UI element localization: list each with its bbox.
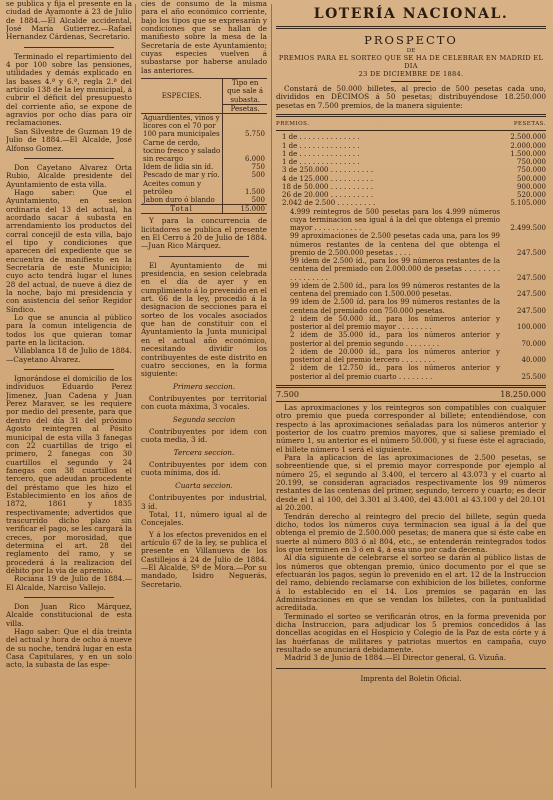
prize-amount: 247.500	[517, 306, 546, 315]
table-row	[141, 139, 267, 164]
table-row	[141, 163, 267, 171]
prize-description: 1 de . . . . . . . . . . . . . .	[282, 149, 360, 158]
section-text: Contribuyentes por territorial con cuota máxima, 3 vocales.	[141, 393, 267, 412]
pesetas-header: PESETAS.	[513, 121, 546, 128]
notice-rociana-signature: Rociana 19 de Julio de 1884.—El Alcalde, Narciso Vallejo.	[6, 574, 132, 592]
prizes-total	[276, 391, 546, 399]
prize-amount: 25.500	[521, 372, 546, 381]
prize-row	[276, 298, 546, 315]
table-total-row	[141, 205, 267, 214]
prize-row	[276, 175, 546, 183]
prize-description: 18 de 50.000 . . . . . . . . . .	[282, 182, 373, 191]
prize-description: 2 idem de 35.000 íd., para los números anterior y posterior al del premio segundo . . . . . . . .	[290, 331, 500, 348]
prize-amount: 100.000	[517, 323, 546, 332]
loteria-listas: Al día siguiente de celebrarse el sorteo se darán al público listas de los números que obtengan premio, único documento por el que se efectuarán los pagos, según lo prevenido en el art. 12 de la Instruccion del ramo, debiendo reclamarse con exhibicion de los billetes, conforme á lo establecido en el 14. Los premios se pagarán en las Administraciones en que se vendan los billetes, con la puntualidad acreditada.	[276, 553, 546, 613]
prize-row	[276, 282, 546, 299]
premios-header: PREMIOS.	[276, 121, 310, 128]
section-heading: Cuarta seccion.	[175, 480, 233, 490]
prize-description: 2 idem de 12.750 íd., para los números anterior y posterior al del premio cuarto . . . . . . . .	[290, 364, 500, 381]
notice-cerro-signature: Y para la concurrencia de licitadores se publica el presente en El Cerro á 20 de Julio de 1884.—Juan Rico Márquez.	[141, 216, 267, 251]
especie-value: 500	[223, 171, 267, 179]
notice-cerro-body: Hago saber: Que el día treinta del actual y hora de ocho á nueve de su noche, tendrá lugar en esta Casa Capitulares, y en un solo acto, la subasta de las espe-	[6, 627, 132, 670]
loteria-aplicacion: Para la aplicacion de las aproximaciones de 2.500 pesetas, se sobreentiende que, si el premio mayor corresponde por ejemplo al número 25, el segundo al 3.400, el tercero al 43.073 y el cuarto al 20.199, se consideran agraciados respectivamente los 99 números restantes de las centenas del primer, segundo, tercero y cuarto; es decir desde el 1 al 100, del 3.301 al 3.400, del 43.001 al 43.100 y del 20.101 al 20.200.	[276, 453, 546, 513]
prize-row	[276, 331, 546, 348]
loteria-aproximaciones: Las aproximaciones y los reintegros son compatibles con cualquier otro premio que pueda corresponder al billete; entendiéndose, con respecto á las aproximaciones señaladas para los números anterior y posterior de los cuatro premios mayores, que si saliese premiado el número 1, su anterior es el número 50.000, y si fuese éste el agraciado, el billete número 1 será el siguiente.	[276, 403, 546, 454]
loteria-signature: Madrid 3 de Junio de 1884.—El Director general, G. Vizuña.	[284, 653, 507, 663]
notice-ayamonte: se publica y fija el presente en la ciudad de Ayamonte á 23 de Julio de 1884.—El Alcalde accidental, José María Gutierrez.—Rafael Hernandez Cárdenas, Secretario.	[6, 0, 132, 42]
especies-header: ESPECIES.	[141, 79, 223, 114]
date-caption: 23 DE DICIEMBRE DE 1884.	[358, 70, 464, 78]
loteria-sorteos: Terminado el sorteo se verificarán otros, en la forma prevenida por dicha Instruccion, para adjudicar los 5 premios concedidos á las doncellas acogidas en el Hospicio y Colegio de la Paz de esta córte y á las huérfanas de militares y patriotas muertos en campaña, cuyo resultado se anunciará debidamente.	[276, 611, 546, 654]
prize-row	[276, 348, 546, 365]
prize-row	[276, 183, 546, 191]
loteria-intro: Constará de 50.000 billetes, al precio de 500 pesetas cada uno, divididos en DÉCIMOS á 50 pesetas; distribuyéndose 18.250.000 pesetas en 7.500 premios, de la manera siguiente:	[276, 84, 546, 110]
prize-amount: 900.000	[517, 182, 546, 191]
notice-rociana-body: Ignorándose el domicilio de los individuos Eduardo Perez Jimenez, Juan Cadena y Juan Perez Maraver, se les requiere por medio del presente, para que dentro del día 31 del próximo Agosto reintegren al Pósito municipal de esta villa 3 fanegas con 22 cuartillas de trigo el primero, 2 fanegas con 30 cuartillos el segundo y 24 fanegas con 38 cuartillos el tercero, que adeudan procedente del préstamo que les hizo el Establecimiento en los años de 1872, 1861 y 1835 respectivamente; advertidos que trascurrido dicho plazo sin verificar el pago, se les cargará la creces, por morosidad, que determina el art. 28 del reglamento del ramo, y se procederá á la realizacion del débito por la via de apremio.	[6, 374, 132, 575]
separator	[24, 597, 114, 598]
especie-item: Carne de cerdo, tocino fresco y salado sin recargo	[143, 138, 221, 163]
table-row	[141, 113, 267, 138]
prize-row	[276, 208, 546, 233]
especie-value: 1.500	[223, 180, 267, 196]
prize-amount: 70.000	[521, 339, 546, 348]
de-label: DE	[406, 48, 416, 54]
prize-description: 1 de . . . . . . . . . . . . . .	[282, 158, 360, 167]
prize-description: 99 idem de 2.500 íd. para los 99 números restantes de la centena del premiado con 750.000 pesetas.	[290, 298, 500, 315]
column-rule	[271, 4, 272, 788]
prize-row	[276, 191, 546, 199]
prize-description: 2.042 de 2.500 . . . . . . . . .	[282, 199, 376, 208]
prize-description: 1 de . . . . . . . . . . . . . .	[282, 133, 360, 142]
prospecto-heading: PROSPECTO	[364, 33, 458, 47]
notice-villablanca-body: Hago saber: Que el Ayuntamiento, en sesion ordinaria del 13 del actual, ha acordado sacar á subasta en arrendamiento los productos del corral concejil de esta villa, bajo el tipo y condiciones que aparecen del expediente que se encuentra de manifiesto en la Secretaría de este Municipio; cuyo acto tendrá lugar el lunes 28 del actual, de nueve á diez de la noche, bajo mi presidencia y con asistencia del señor Regidor Síndico.	[6, 187, 132, 314]
column-right-loteria	[276, 0, 546, 800]
imprenta-footer: Imprenta del Boletin Oficial.	[360, 674, 462, 683]
notice-cerro-continued: cies de consumo de la misma para el año económico corriente, bajo los tipos que se expresarán y condiciones que se hallan de manifiesto sobre la mesa de la Secretaría de este Ayuntamiento; cuyas especies vuelven á subastarse por haberse anulado las anteriores.	[141, 0, 267, 75]
prize-amount: 1.500.000	[510, 149, 546, 158]
especie-item: Idem de lidia sin íd.	[143, 163, 214, 172]
prize-row	[276, 315, 546, 332]
loteria-reintegro: Tendrán derecho al reintegro del precio del billete, según queda dicho, todos los números cuya terminacion sea igual á la del que obtenga el premio de 2.500.000 pesetas; de manera que si éste cabe en suerte al número 803 ó al 804, etc., se entenderán reintegrados todos los que terminen en 3 ó en 4, á esa uno por cada decena.	[276, 511, 546, 554]
total-label: Total	[141, 205, 223, 214]
prizes-header-row	[276, 120, 546, 128]
prize-description: 99 idem de 2.500 íd., para los 99 números restantes de la centena del premiado con 2.000.000 de pesetas . . . . . . . . . . . . . . . . .	[290, 257, 500, 282]
prize-description: 2 idem de 20.000 íd., para los números anterior y posterior al del premio tercero . . . . . . . .	[290, 347, 500, 365]
header-rule	[276, 130, 546, 131]
notice-villablanca-announce: Lo que se anuncia al público para la comun inteligencia de todos los que quieran tomar parte en la licitacion.	[6, 313, 132, 348]
especie-item: Aceites comun y petróleo	[143, 179, 202, 196]
prize-row	[276, 232, 546, 257]
notice-junta-signature: Y á los efectos prevenidos en el artículo 67 de la ley, se publica el presente en Villanueva de los Castillejos á 24 de Julio de 1884.—El Alcalde, Sº de Mora.—Por su mandado, Isidro Neguerás, Secretario.	[141, 529, 267, 589]
especie-item: Pescado de mar y río.	[143, 171, 220, 180]
prize-amount: 2.499.500	[510, 224, 546, 233]
prize-amount: 2.000.000	[510, 141, 546, 150]
separator	[24, 369, 114, 370]
prize-description: 2 idem de 50.000 íd., para los números anterior y posterior al del premio mayor . . . . . . . .	[290, 314, 500, 332]
prize-row	[276, 158, 546, 166]
footer-rule	[276, 668, 546, 669]
section-heading: Segunda seccion	[172, 414, 236, 424]
prize-amount: 247.500	[517, 273, 546, 282]
prize-amount: 2.500.000	[510, 133, 546, 142]
notice-villablanca-heading: Don Cayetano Alvarez Orta Rubio, Alcalde presidente del Ayuntamiento de esta villa.	[6, 162, 132, 189]
notice-junta-body: El Ayuntamiento de mi presidencia, en sesion celebrada en el día de ayer y en cumplimiento á lo prevenido en el art. 66 de la ley, procedió á la designacion de secciones para el sorteo de los vocales asociados que han de constituir con el Ayuntamiento la Junta municipal en el actual año económico, necesitando dividir los contribuyentes de este distrito en cuatro secciones, en la forma siguiente:	[141, 260, 267, 379]
prize-row	[276, 150, 546, 158]
prize-row	[276, 142, 546, 150]
total-bottom-rule	[276, 401, 546, 402]
total-pesetas: 18.250.000	[500, 389, 546, 399]
section-total: Total, 11, número igual al de Concejales.	[141, 509, 267, 528]
section-text: Contribuyentes por idem con cuota media, 3 íd.	[141, 427, 267, 445]
notice-repartimiento: Terminado el repartimiento del 4 por 100 sobre las pensiones, utilidades y demás explicado en las bases 4.ª y 6.ª, regla 2.ª del artículo 138 de la ley municipal, á cubrir el déficit del presupuesto del corriente año, se expone de agravios por ocho días para oir reclamaciones.	[6, 51, 132, 128]
prize-row	[276, 364, 546, 381]
premios-caption: PREMIOS PARA EL SORTEO QUE SE HA DE CELEBRAR EN MADRID EL DIA	[278, 54, 544, 70]
notice-repartimiento-signature: San Silvestre de Guzman 19 de Julio de 1884.—El Alcalde, José Alfonso Gomez.	[6, 126, 132, 153]
column-left	[6, 0, 132, 800]
section-text: Contribuyentes por idem con cuota mínima, dos íd.	[141, 460, 267, 478]
table-row	[141, 196, 267, 205]
prize-description: 99 idem de 2.500 íd., para los 99 números restantes de la centena del premiado con 1.500.000 pesetas.	[290, 281, 500, 299]
prize-amount: 500.000	[517, 174, 546, 183]
prize-row	[276, 133, 546, 141]
prize-row	[276, 166, 546, 174]
short-rule	[391, 81, 431, 82]
prize-row	[276, 199, 546, 207]
tipo-header: Tipo en que sale á subasta.	[223, 79, 267, 105]
table-top-rule	[276, 114, 546, 117]
section-text: Contribuyentes por industrial, 3 íd.	[141, 493, 267, 511]
prize-amount: 247.500	[517, 290, 546, 299]
especie-value: 6.000	[223, 139, 267, 164]
prize-amount: 247.500	[517, 248, 546, 257]
prizes-table	[276, 120, 546, 128]
total-value: 15.000	[223, 205, 267, 214]
prize-amount: 520.000	[517, 191, 546, 200]
especie-item: Jabon duro ó blando	[143, 195, 215, 204]
prizes-total-row	[276, 391, 546, 399]
prize-description: 99 aproximaciones de 2.500 pesetas cada una, para los 99 números restantes de la centena del que obtenga el premio de 2.500.000 pesetas . . . .	[290, 232, 500, 257]
column-middle	[141, 0, 267, 800]
prize-amount: 750.000	[517, 166, 546, 175]
pesetas-header: Pesetas.	[223, 104, 267, 113]
total-rule	[276, 385, 546, 388]
prize-description: 3 de 250.000 . . . . . . . . . .	[282, 166, 373, 175]
especie-value: 5.750	[223, 113, 267, 138]
prize-rows	[276, 133, 546, 381]
table-row	[141, 171, 267, 179]
especies-table	[141, 78, 267, 214]
prize-amount: 750.000	[517, 158, 546, 167]
prize-description: 4 de 125.000 . . . . . . . . . .	[282, 174, 373, 183]
loteria-title: LOTERÍA NACIONAL.	[313, 6, 509, 22]
section-heading: Primera seccion.	[172, 381, 236, 391]
total-premios: 7.500	[276, 389, 299, 399]
especie-value: 750	[223, 163, 267, 171]
section-heading: Tercera seccion.	[173, 447, 235, 457]
prize-description: 1 de . . . . . . . . . . . . . .	[282, 141, 360, 150]
separator	[24, 158, 114, 159]
title-rule	[276, 26, 546, 29]
prize-amount: 40.000	[521, 356, 546, 365]
separator	[159, 256, 249, 257]
column-rule	[135, 4, 136, 788]
especie-item: Aguardientes, vinos y licores con el 70 por 100 para municipales	[143, 113, 220, 139]
separator	[24, 47, 114, 48]
prize-description: 26 de 20.000 . . . . . . . . . .	[282, 191, 373, 200]
notice-villablanca-signature: Villablanca 18 de Julio de 1884.—Cayetano Alvarez.	[6, 346, 132, 364]
prize-description: 4.999 reintegros de 500 pesetas para los 4.999 números cuya terminacion sea igual á la del que obtenga el premio mayor . . . . . . . . . . .	[290, 207, 500, 233]
prize-amount: 5.105.000	[510, 199, 546, 208]
prize-row	[276, 257, 546, 282]
table-row	[141, 180, 267, 196]
especie-value: 500	[223, 196, 267, 205]
notice-cerro-heading: Don Juan Rico Márquez, Alcalde constitucional de esta villa.	[6, 602, 132, 628]
